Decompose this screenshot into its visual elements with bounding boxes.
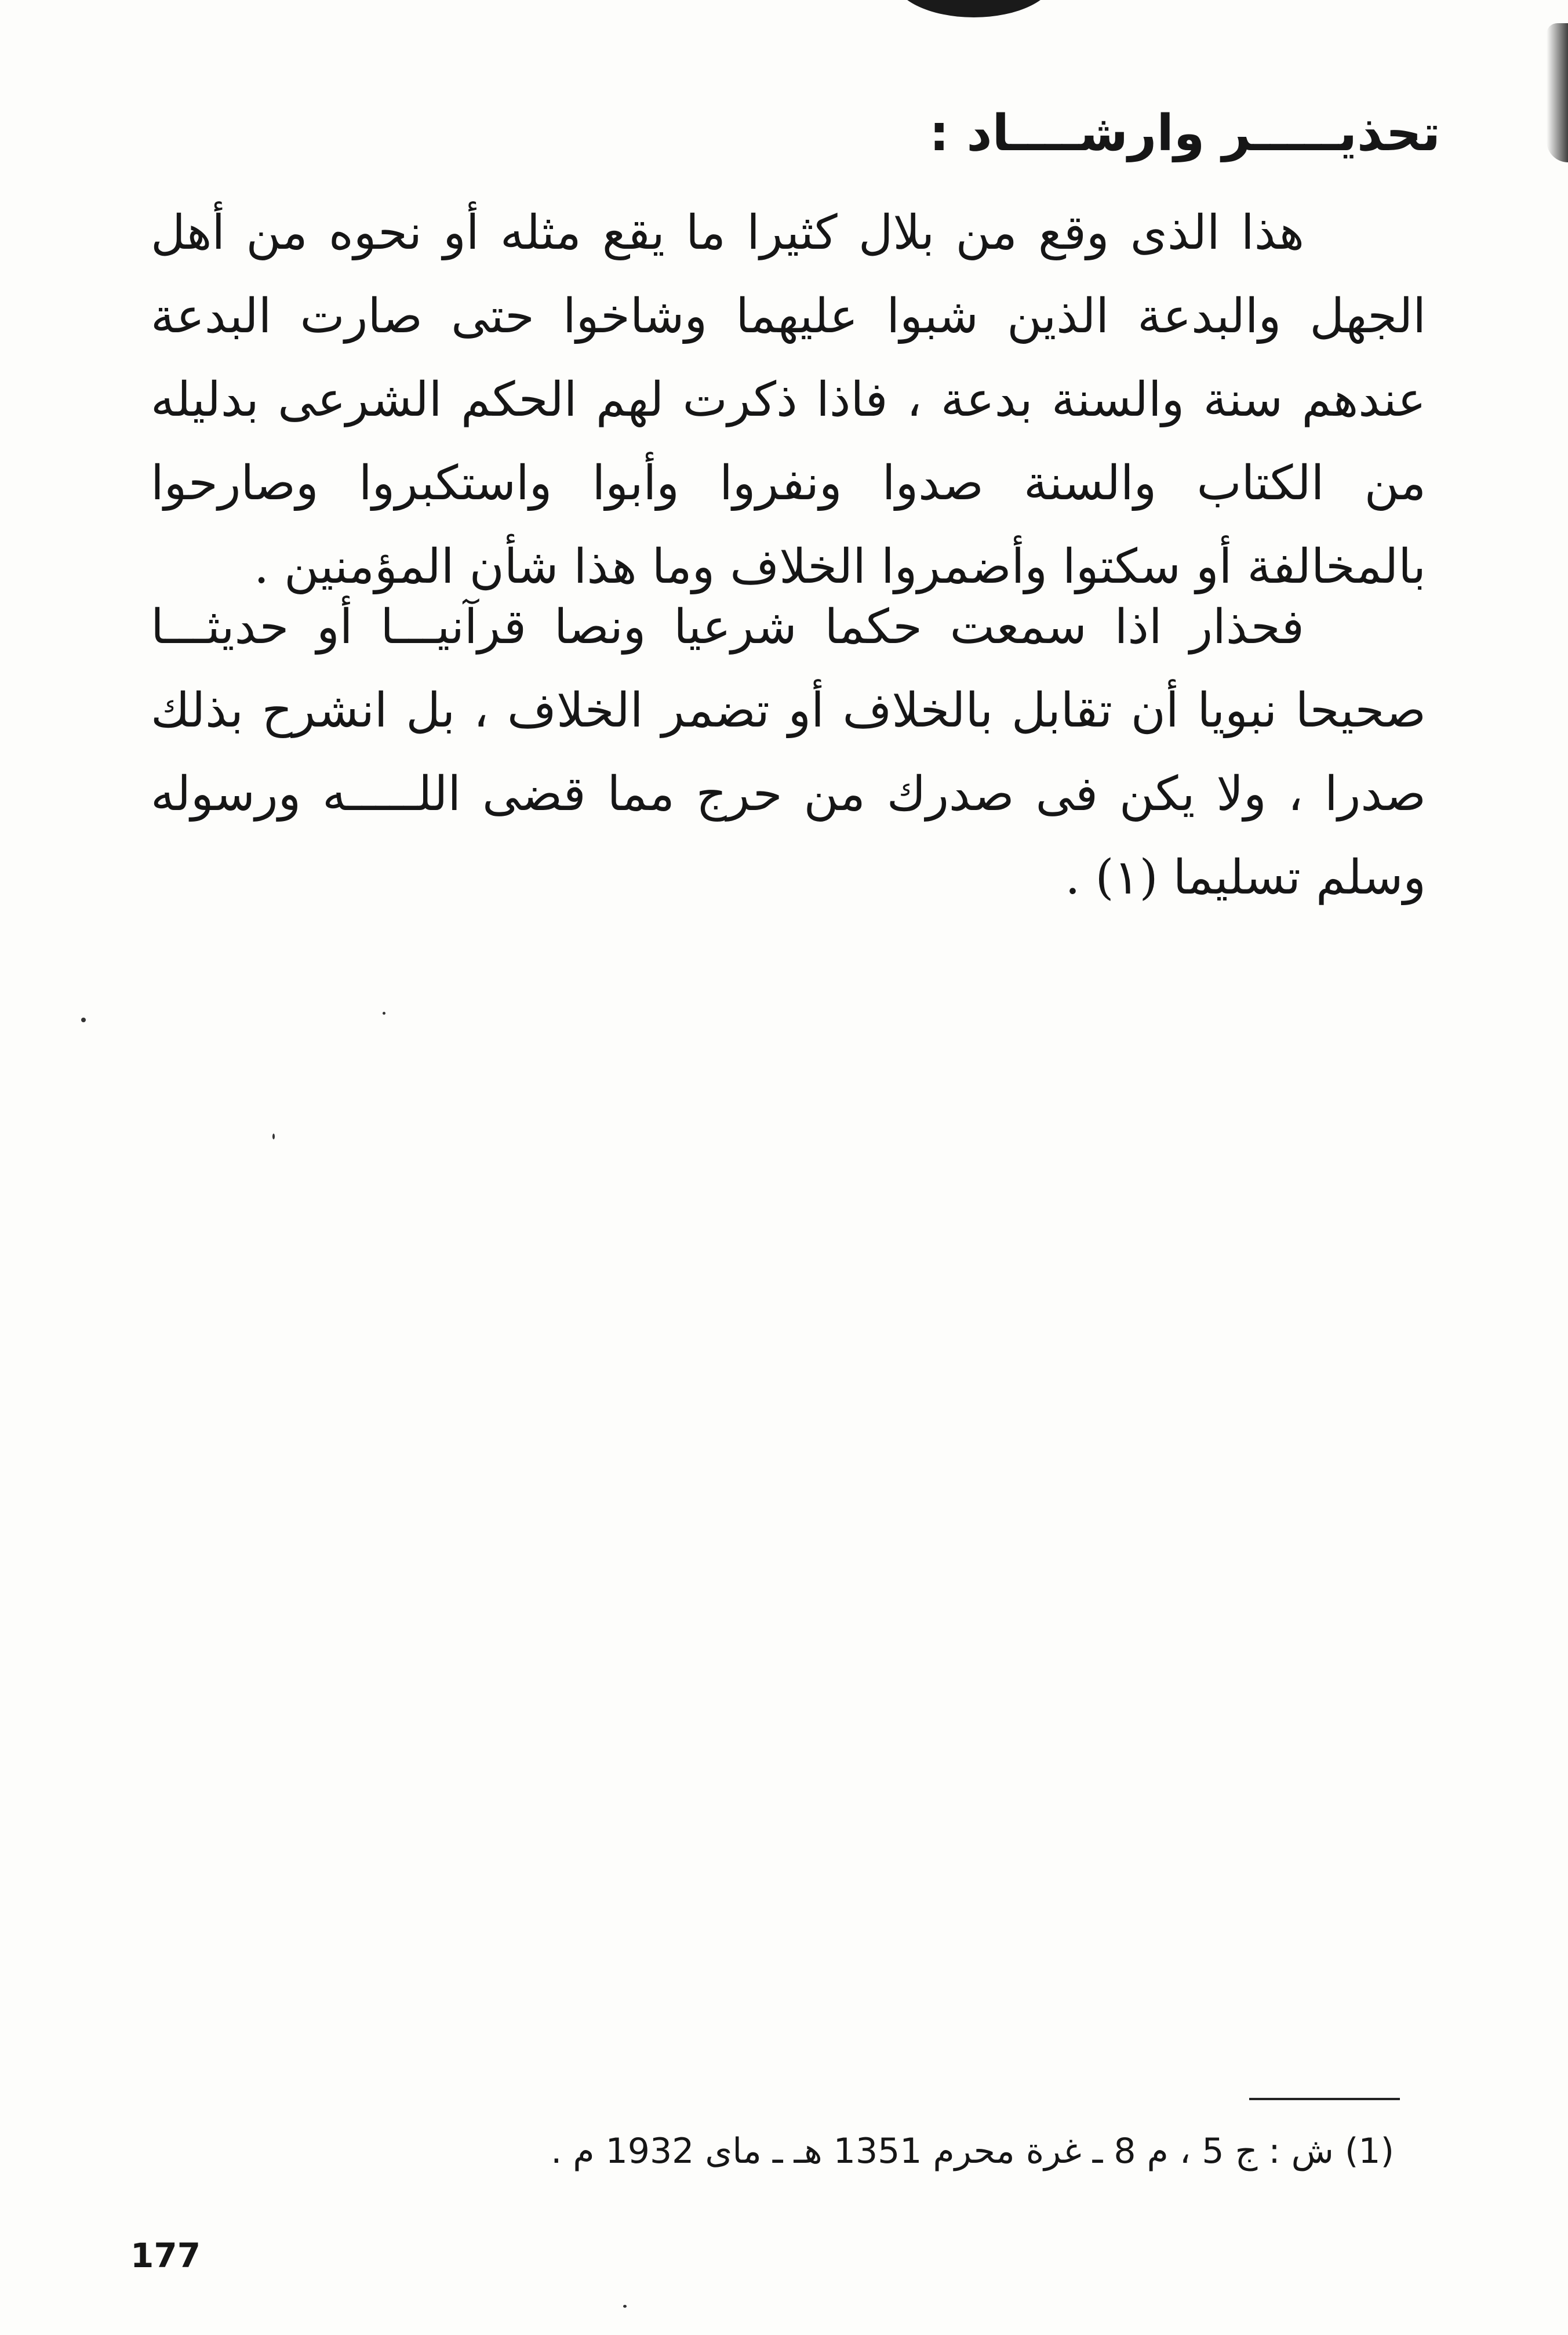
scan-speck <box>272 1134 275 1139</box>
footnote-divider <box>1249 2098 1400 2100</box>
scan-speck <box>623 2305 627 2308</box>
body-paragraph-1-block <box>151 191 1426 609</box>
body-paragraph-2-block <box>151 586 1426 920</box>
section-heading: تحذيـــــر وارشــــاد : <box>929 104 1440 162</box>
body-paragraph-1: هذا الذى وقع من بلال كثيرا ما يقع مثله أو نحوه من أهل الجهل والبدعة الذين شبوا عليهما وشاخوا حتى صارت البدعة عندهم سنة والسنة بدعة ، فاذا ذكرت لهم الحكم الشرعى بدليله من الكتاب والسنة صدوا ونفروا وأبوا واستكبروا وصارحوا بالمخالفة أو سكتوا وأضمروا الخلاف وما هذا شأن المؤمنين . <box>151 205 1426 594</box>
scan-artifact-edge <box>1547 23 1568 162</box>
scan-artifact-blot <box>893 0 1055 17</box>
scan-speck <box>383 1012 385 1015</box>
footnote: (1) ش : ج 5 ، م 8 ـ غرة محرم 1351 هـ ـ ماى 1932 م . <box>551 2131 1394 2171</box>
scan-speck <box>81 1018 86 1022</box>
body-paragraph-2: فحذار اذا سمعت حكما شرعيا ونصا قرآنيـــا أو حديثـــا صحيحا نبويا أن تقابل بالخلاف أو تضمر الخلاف ، بل انشرح بذلك صدرا ، ولا يكن فى صدرك من حرج مما قضى اللـــــه ورسوله وسلم تسليما (١) . <box>151 600 1426 905</box>
page-number: 177 <box>130 2236 201 2275</box>
